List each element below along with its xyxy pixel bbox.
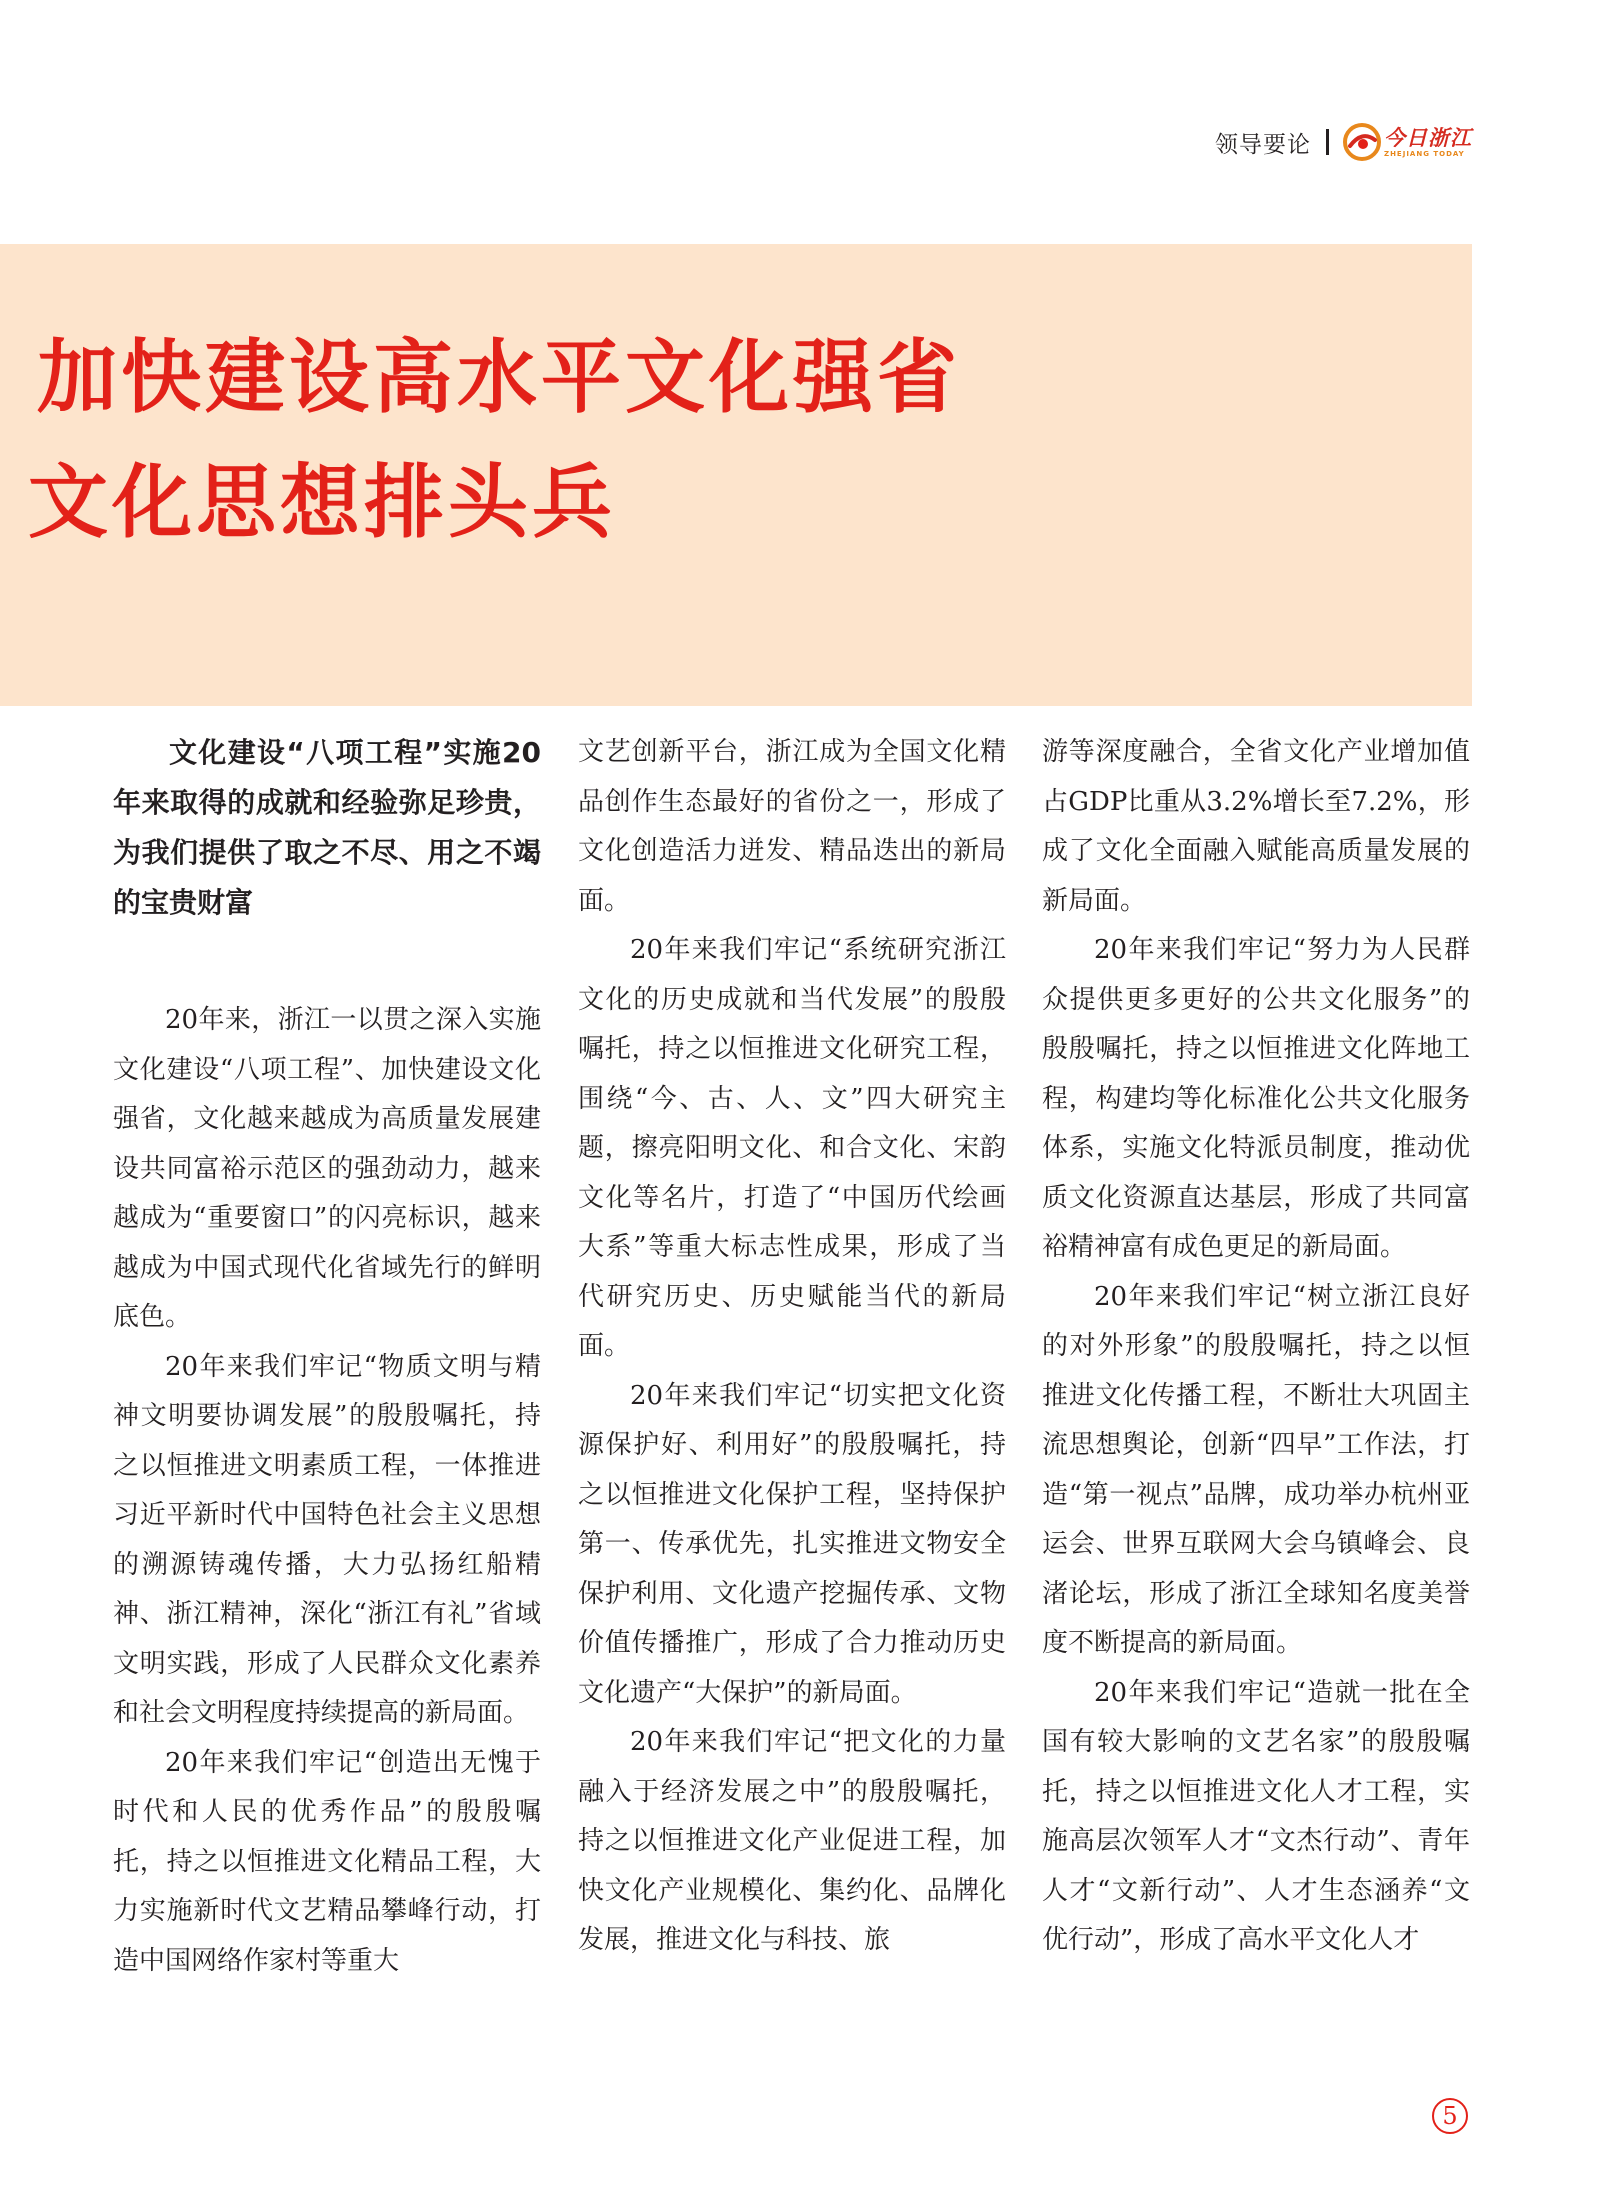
article-column-2 [578,728,1006,1966]
article-column-1 [113,728,541,1986]
paragraph: 20年来，浙江一以贯之深入实施文化建设“八项工程”、加快建设文化强省，文化越来越成为高质量发展建设共同富裕示范区的强劲动力，越来越成为“重要窗口”的闪亮标识，越来越成为中国式现代化省域先行的鲜明底色。 [113,1005,541,1332]
header-divider [1326,129,1329,155]
paragraph: 20年来我们牢记“努力为人民群众提供更多更好的公共文化服务”的殷殷嘱托，持之以恒推进文化阵地工程，构建均等化标准化公共文化服务体系，实施文化特派员制度，推动优质文化资源直达基层，形成了共同富裕精神富有成色更足的新局面。 [1042,935,1470,1262]
page-header [1215,122,1472,162]
paragraph: 20年来我们牢记“把文化的力量融入于经济发展之中”的殷殷嘱托，持之以恒推进文化产业促进工程，加快文化产业规模化、集约化、品牌化发展，推进文化与科技、旅 [578,1727,1006,1955]
paragraph: 20年来我们牢记“树立浙江良好的对外形象”的殷殷嘱托，持之以恒推进文化传播工程，不断壮大巩固主流思想舆论，创新“四早”工作法，打造“第一视点”品牌，成功举办杭州亚运会、世界互联网大会乌镇峰会、良渚论坛，形成了浙江全球知名度美誉度不断提高的新局面。 [1042,1281,1470,1658]
paragraph: 游等深度融合，全省文化产业增加值占GDP比重从3.2%增长至7.2%，形成了文化全面融入赋能高质量发展的新局面。 [1042,737,1470,916]
article-column-3 [1042,728,1470,1966]
paragraph: 20年来我们牢记“造就一批在全国有较大影响的文艺名家”的殷殷嘱托，持之以恒推进文化人才工程，实施高层次领军人才“文杰行动”、青年人才“文新行动”、人才生态涵养“文优行动”，形成了高水平文化人才 [1042,1677,1470,1955]
logo-chinese-name: 今日浙江 [1384,124,1472,150]
paragraph: 20年来我们牢记“切实把文化资源保护好、利用好”的殷殷嘱托，持之以恒推进文化保护工程，坚持保护第一、传承优先，扎实推进文物安全保护利用、文化遗产挖掘传承、文物价值传播推广，形成了合力推动历史文化遗产“大保护”的新局面。 [578,1380,1006,1708]
section-label: 领导要论 [1215,131,1311,158]
paragraph: 20年来我们牢记“创造出无愧于时代和人民的优秀作品”的殷殷嘱托，持之以恒推进文化精品工程，大力实施新时代文艺精品攀峰行动，打造中国网络作家村等重大 [113,1747,541,1976]
page-number: 5 [1432,2098,1468,2134]
article-title-line-1: 加快建设高水平文化强省 [37,331,961,424]
paragraph: 20年来我们牢记“系统研究浙江文化的历史成就和当代发展”的殷殷嘱托，持之以恒推进文化研究工程，围绕“今、古、人、文”四大研究主题，擦亮阳明文化、和合文化、宋韵文化等名片，打造了“中国历代绘画大系”等重大标志性成果，形成了当代研究历史、历史赋能当代的新局面。 [578,935,1006,1361]
logo-english-name: ZHEJIANG TODAY [1384,149,1465,158]
article-title-line-2: 文化思想排头兵 [28,456,616,549]
magazine-logo [1342,122,1472,162]
article-lede: 文化建设“八项工程”实施20年来取得的成就和经验弥足珍贵，为我们提供了取之不尽、用之不竭的宝贵财富 [113,736,541,919]
paragraph: 文艺创新平台，浙江成为全国文化精品创作生态最好的省份之一，形成了文化创造活力迸发、精品迭出的新局面。 [578,737,1006,916]
sun-swirl-icon [1342,122,1382,162]
paragraph: 20年来我们牢记“物质文明与精神文明要协调发展”的殷殷嘱托，持之以恒推进文明素质工程，一体推进习近平新时代中国特色社会主义思想的溯源铸魂传播，大力弘扬红船精神、浙江精神，深化“浙江有礼”省域文明实践，形成了人民群众文化素养和社会文明程度持续提高的新局面。 [113,1351,541,1728]
logo-wordmark [1384,124,1472,158]
